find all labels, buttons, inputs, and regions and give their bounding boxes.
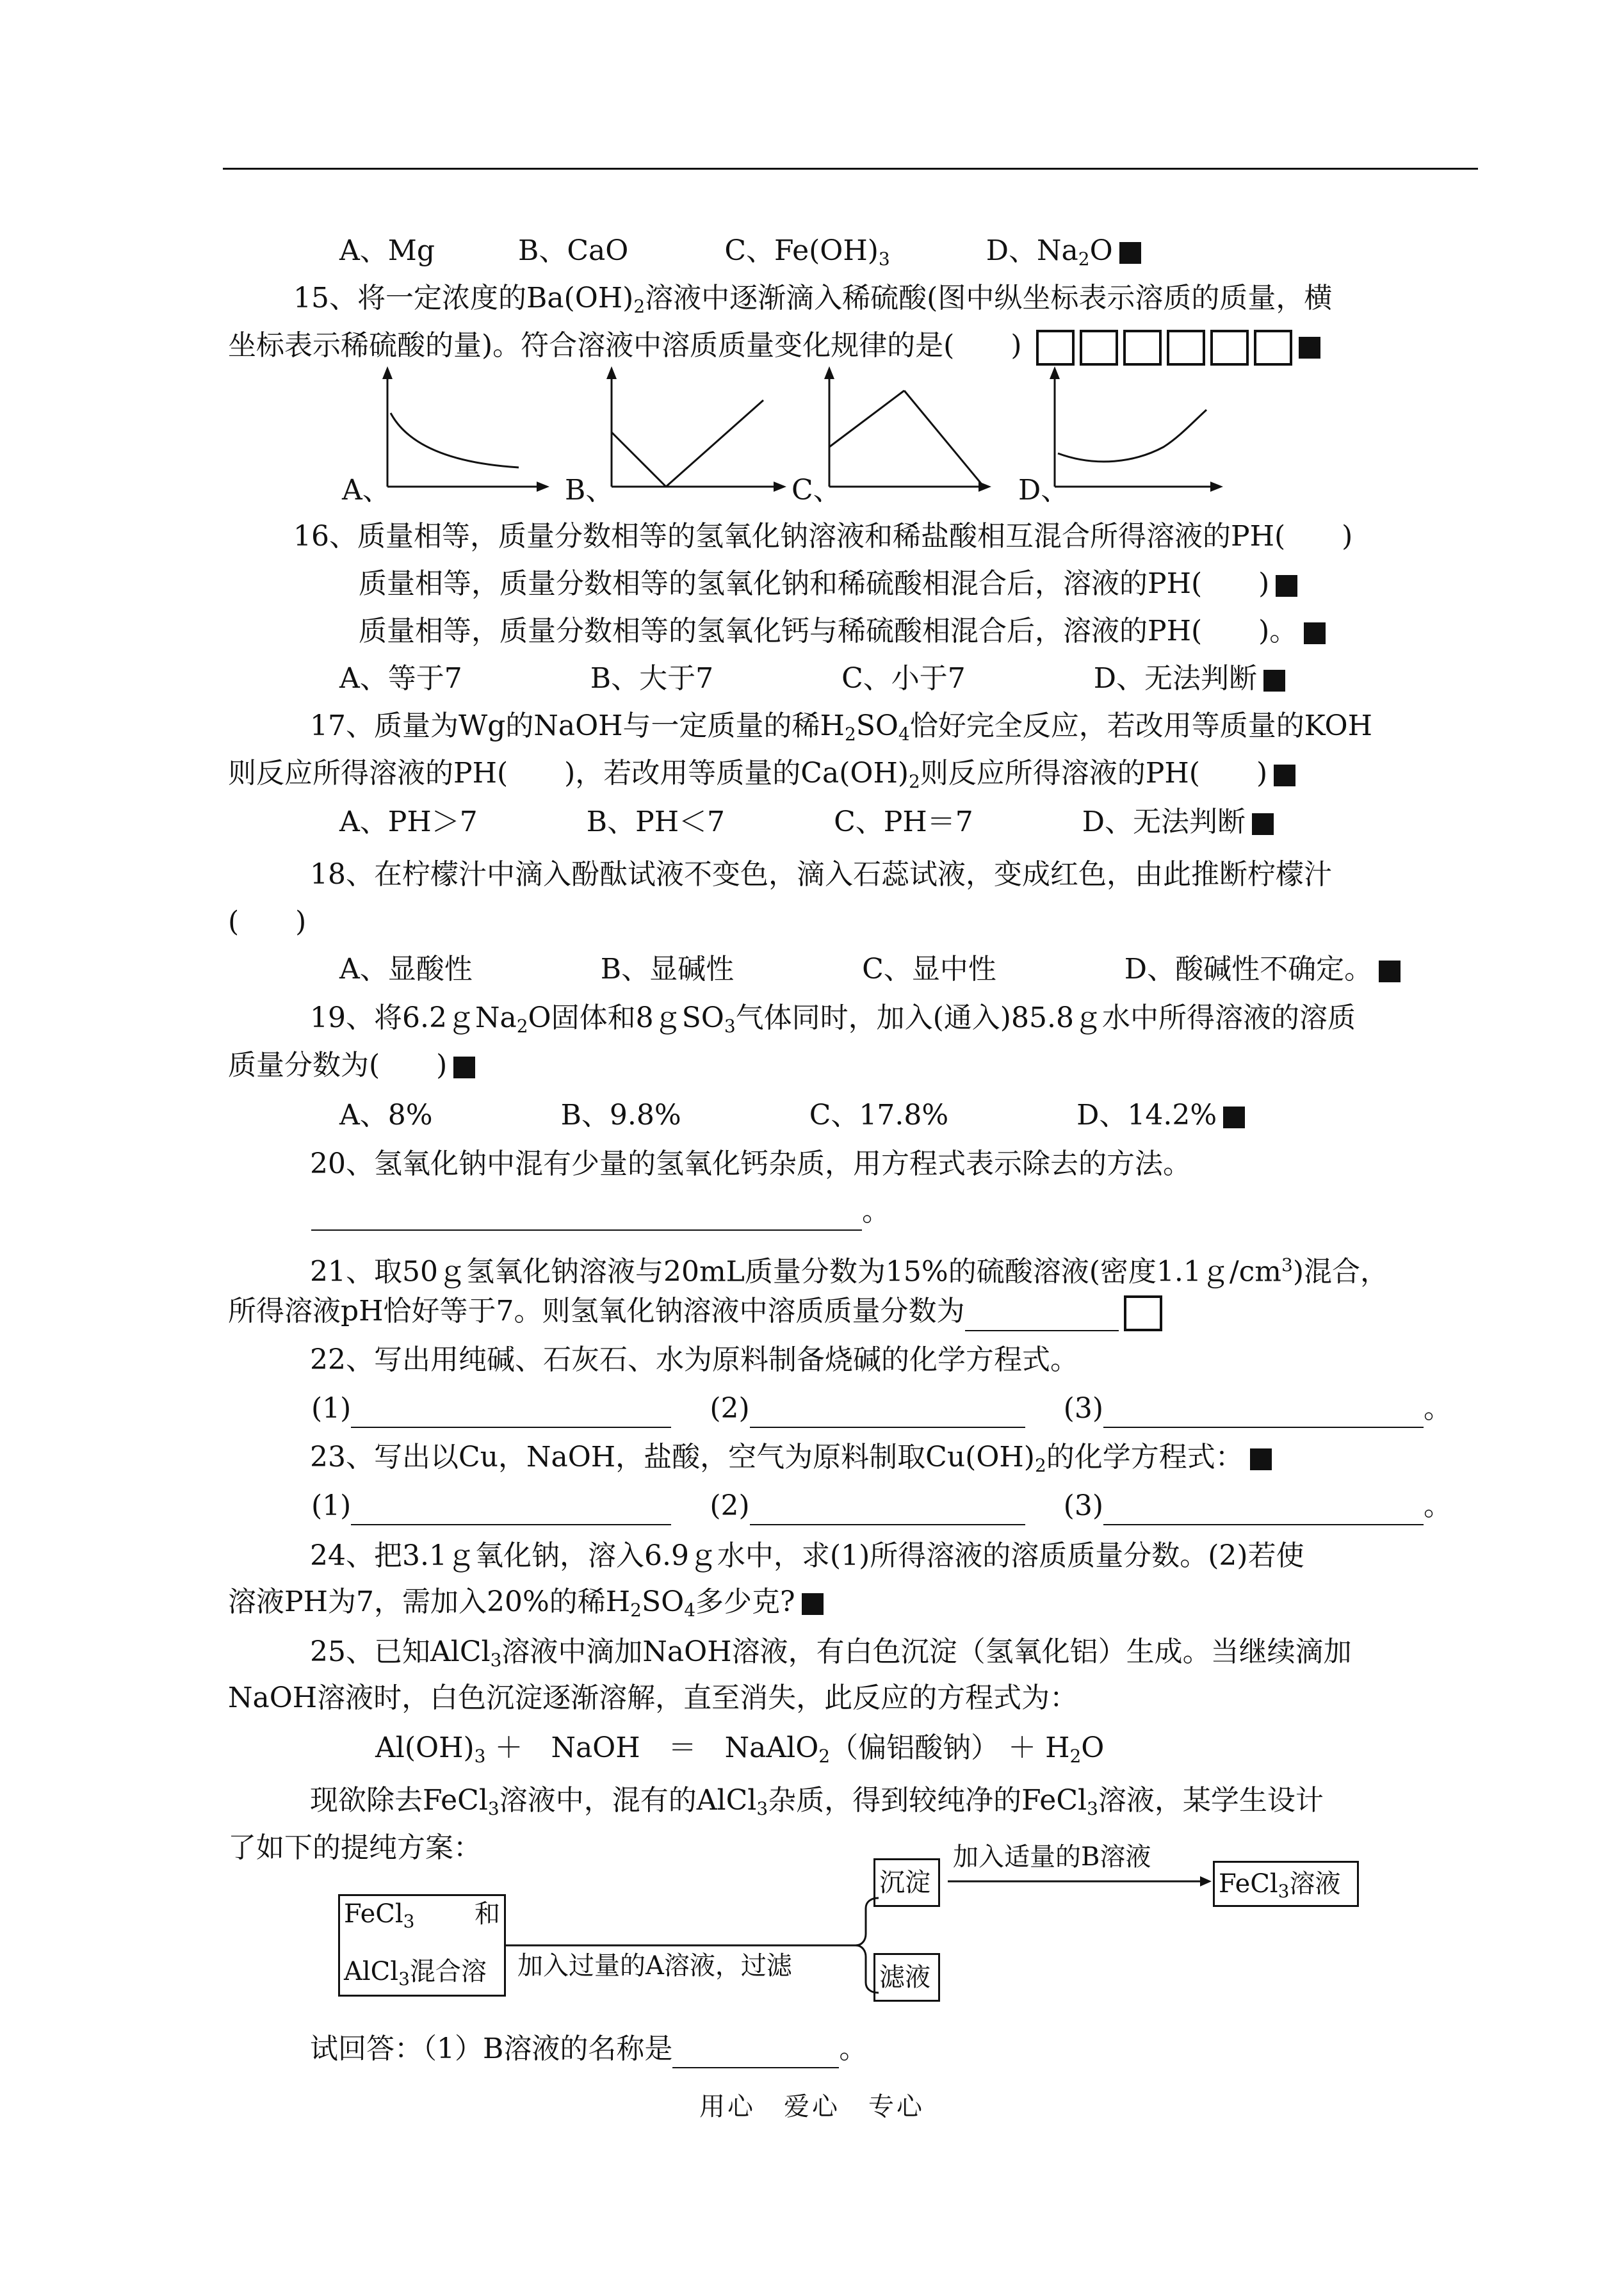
answer-box[interactable] xyxy=(1124,1295,1162,1331)
flow-filtrate-box: 滤液 xyxy=(873,1953,940,2002)
marker-square xyxy=(1274,765,1295,786)
answer-blank[interactable] xyxy=(750,1396,1025,1428)
q14-options: A、Mg B、CaO C、$Fe(OH)_3$ D、$Na_2O$ xyxy=(339,232,1141,279)
answer-blank[interactable] xyxy=(672,2036,839,2068)
q21-line1: 21、取50ｇ氢氧化钠溶液与20mL质量分数为15%的硫酸溶液(密度$1.1g/cm^3$)混合， xyxy=(310,1254,1389,1288)
graph-b-label: B、 xyxy=(565,474,614,507)
graph-a xyxy=(371,365,551,493)
q23-line1: 23、写出以Cu，NaOH，盐酸，空气为原料制取$Cu(OH)_2$的化学方程式： xyxy=(310,1438,1272,1485)
marker-square xyxy=(1119,242,1141,264)
q18-line1: 18、在柠檬汁中滴入酚酞试液不变色，滴入石蕊试液，变成红色，由此推断柠檬汁 xyxy=(310,858,1332,891)
q16-options: A、等于7 B、大于7 C、小于7 D、无法判断 xyxy=(339,660,1285,698)
marker-square xyxy=(453,1057,475,1078)
q25-line4: 了如下的提纯方案： xyxy=(228,1831,482,1864)
answer-box[interactable] xyxy=(1036,330,1075,366)
marker-square xyxy=(1250,1448,1272,1470)
flow-start-box: FeCl$_3$ 和 AlCl$_3$混合溶 xyxy=(338,1894,506,1997)
graph-a-label: A、 xyxy=(342,474,391,507)
q17-options: A、PH＞7 B、PH＜7 C、PH＝7 D、无法判断 xyxy=(339,803,1274,841)
answer-blank[interactable] xyxy=(351,1396,671,1428)
graph-b xyxy=(596,365,788,493)
answer-box[interactable] xyxy=(1254,330,1292,366)
marker-square xyxy=(1252,813,1274,835)
answer-blank[interactable] xyxy=(1103,1493,1424,1525)
q16-line1: 16、质量相等，质量分数相等的氢氧化钠溶液和稀盐酸相互混合所得溶液的PH( ) xyxy=(293,520,1353,553)
q25-equation: $Al(OH)_3$ ＋ NaOH ＝ NaAlO$_2$（偏铝酸钠） ＋ $H_2O$ xyxy=(375,1731,1105,1767)
q18-options: A、显酸性 B、显碱性 C、显中性 D、酸碱性不确定。 xyxy=(339,950,1401,989)
q25-line1: 25、已知AlCl$_3$溶液中滴加NaOH溶液，有白色沉淀（氢氧化铝）生成。当继续滴加 xyxy=(310,1635,1352,1671)
q18-line2: ( ) xyxy=(228,905,307,938)
q17-line2: 则反应所得溶液的PH( )，若改用等质量的$Ca(OH)_2$则反应所得溶液的PH( ) xyxy=(228,754,1295,801)
flow-end-box: FeCl$_3$溶液 xyxy=(1213,1861,1359,1907)
q25-line2: NaOH溶液时，白色沉淀逐渐溶解，直至消失，此反应的方程式为： xyxy=(228,1682,1078,1714)
answer-blank[interactable] xyxy=(750,1493,1025,1525)
graph-c-label: C、 xyxy=(792,474,841,507)
q25-answer: 试回答：（1）B溶液的名称是 。 xyxy=(310,2030,867,2068)
q15-line1: 15、将一定浓度的$Ba(OH)_2$溶液中逐渐滴入稀硫酸(图中纵坐标表示溶质的质量，横 xyxy=(293,282,1333,317)
answer-box[interactable] xyxy=(1210,330,1249,366)
page-footer: 用心 爱心 专心 xyxy=(699,2092,925,2121)
answer-blank[interactable] xyxy=(351,1493,671,1525)
marker-square xyxy=(1223,1107,1245,1128)
q22-answers: (1) (2) (3) 。 xyxy=(311,1390,1452,1428)
q25-line3: 现欲除去FeCl$_3$溶液中，混有的AlCl$_3$杂质，得到较纯净的FeCl$_3$溶液，某学生设计 xyxy=(310,1784,1324,1819)
graph-d-label: D、 xyxy=(1018,474,1069,507)
q24-line1: 24、把3.1ｇ氧化钠，溶入6.9ｇ水中，求(1)所得溶液的溶质质量分数。(2)若使 xyxy=(310,1539,1304,1572)
marker-square xyxy=(1263,670,1285,692)
q16-line2: 质量相等，质量分数相等的氢氧化钠和稀硫酸相混合后，溶液的PH( ) xyxy=(359,565,1297,603)
q20-answer: 。 xyxy=(311,1192,890,1231)
flow-precipitate-box: 沉淀 xyxy=(873,1858,940,1907)
q19-options: A、8% B、9.8% C、17.8% D、14.2% xyxy=(339,1096,1245,1135)
q22-line1: 22、写出用纯碱、石灰石、水为原料制备烧碱的化学方程式。 xyxy=(310,1343,1078,1376)
flow-step2-label: 加入适量的B溶液 xyxy=(953,1842,1151,1872)
marker-square xyxy=(1299,337,1320,359)
marker-square xyxy=(1304,622,1326,644)
marker-square xyxy=(1379,961,1401,982)
q15-line2: 坐标表示稀硫酸的量)。符合溶液中溶质质量变化规律的是( ) xyxy=(228,327,1320,366)
q19-line1: 19、将6.2ｇNa$_2$O固体和8ｇSO$_3$气体同时，加入(通入)85.8ｇ水中所得溶液的溶质 xyxy=(310,1002,1356,1037)
answer-blank[interactable] xyxy=(311,1199,862,1231)
answer-box[interactable] xyxy=(1123,330,1162,366)
q21-line2: 所得溶液pH恰好等于7。则氢氧化钠溶液中溶质质量分数为 xyxy=(228,1292,1162,1331)
header-rule xyxy=(223,168,1478,170)
q17-line1: 17、质量为Wg的NaOH与一定质量的稀$H_2SO_4$恰好完全反应，若改用等质量的KOH xyxy=(310,710,1372,745)
flow-step1-label: 加入过量的A溶液，过滤 xyxy=(517,1951,792,1981)
q24-line2: 溶液PH为7，需加入20%的稀$H_2SO_4$多少克? xyxy=(228,1583,824,1630)
q20-line1: 20、氢氧化钠中混有少量的氢氧化钙杂质，用方程式表示除去的方法。 xyxy=(310,1148,1191,1180)
answer-box[interactable] xyxy=(1080,330,1118,366)
q23-answers: (1) (2) (3) 。 xyxy=(311,1487,1452,1525)
marker-square xyxy=(802,1593,824,1615)
q19-line2: 质量分数为( ) xyxy=(228,1046,475,1085)
marker-square xyxy=(1276,575,1297,597)
answer-blank[interactable] xyxy=(965,1299,1119,1331)
answer-blank[interactable] xyxy=(1103,1396,1424,1428)
answer-box[interactable] xyxy=(1167,330,1205,366)
q16-line3: 质量相等，质量分数相等的氢氧化钙与稀硫酸相混合后，溶液的PH( )。 xyxy=(359,612,1326,651)
